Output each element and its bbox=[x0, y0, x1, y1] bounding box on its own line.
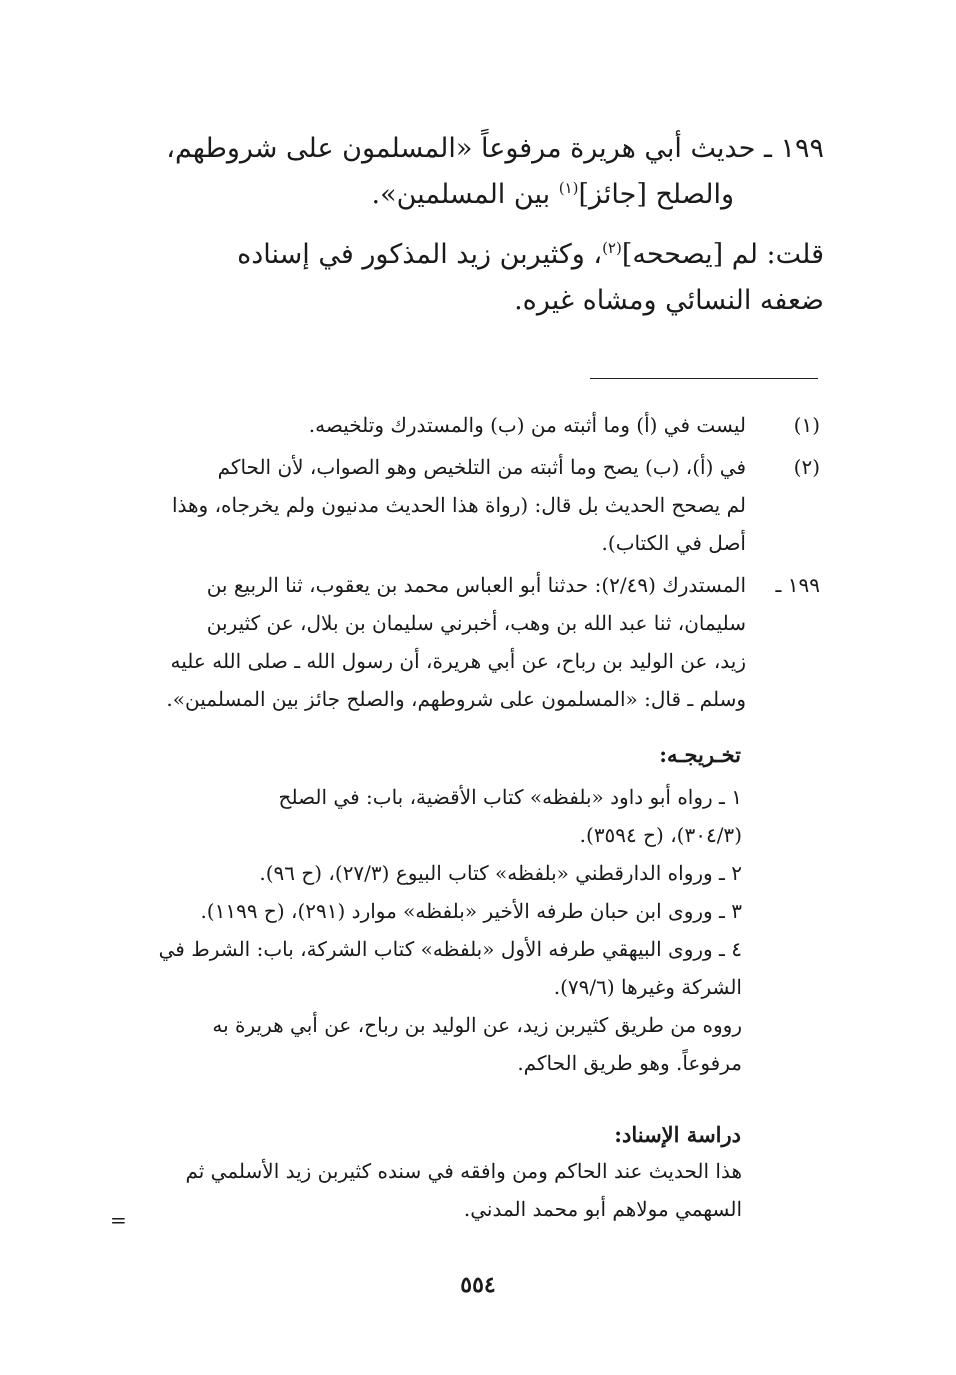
author-comment bbox=[124, 232, 824, 324]
comment-line-2 bbox=[124, 278, 824, 324]
hadith-line-2 bbox=[124, 172, 824, 218]
source-note-line: وسلم ـ قال: «المسلمون على شروطهم، والصلح جائز بين المسلمين». bbox=[166, 687, 746, 711]
takhrij-line: (٣٠٤/٣)، (ح ٣٥٩٤). bbox=[579, 823, 742, 847]
hadith-text bbox=[124, 126, 824, 218]
footnote-ref-2: (٢) bbox=[602, 239, 622, 257]
source-note-line: سليمان، ثنا عبد الله بن وهب، أخبرني سليمان بن بلال، عن كثيربن bbox=[206, 611, 746, 635]
takhrij-line: ٤ ـ وروى البيهقي طرفه الأول «بلفظه» كتاب الشركة، باب: الشرط في bbox=[158, 937, 742, 961]
hadith-line-1-text: ١٩٩ ـ حديث أبي هريرة مرفوعاً «المسلمون على شروطهم، bbox=[166, 133, 824, 164]
continuation-mark: = bbox=[110, 1208, 127, 1232]
footnote-2-line: في (أ)، (ب) يصح وما أثبته من التلخيص وهو الصواب، لأن الحاكم bbox=[217, 455, 746, 479]
source-note-line: المستدرك (٢/٤٩): حدثنا أبو العباس محمد بن يعقوب، ثنا الربيع بن bbox=[206, 573, 746, 597]
isnad-heading: دراسة الإسناد: bbox=[614, 1122, 741, 1147]
footnote-2 bbox=[124, 448, 824, 562]
comment-line-1-a: قلت: لم [يصححه] bbox=[621, 239, 824, 270]
takhrij-line: ٢ ـ ورواه الدارقطني «بلفظه» كتاب البيوع (٢٧/٣)، (ح ٩٦). bbox=[259, 861, 742, 885]
comment-line-2-text: ضعفه النسائي ومشاه غيره. bbox=[514, 285, 824, 316]
footnote-ref-1: (١) bbox=[558, 179, 579, 197]
hadith-line-2-a: والصلح [جائز] bbox=[578, 179, 734, 210]
takhrij-body bbox=[124, 778, 824, 1082]
comment-line-1-b: ، وكثيربن زيد المذكور في إسناده bbox=[237, 239, 603, 270]
isnad-line: السهمي مولاهم أبو محمد المدني. bbox=[463, 1197, 742, 1221]
takhrij-heading: تخـريجـه: bbox=[659, 742, 741, 767]
footnote-2-mark: (٢) bbox=[793, 455, 820, 479]
footnote-1-line: ليست في (أ) وما أثبته من (ب) والمستدرك وتلخيصه. bbox=[308, 413, 746, 437]
footnote-separator bbox=[590, 378, 818, 379]
isnad-line: هذا الحديث عند الحاكم ومن وافقه في سنده كثيربن زيد الأسلمي ثم bbox=[185, 1159, 742, 1183]
source-note-line: زيد، عن الوليد بن رباح، عن أبي هريرة، أن رسول الله ـ صلى الله عليه bbox=[170, 649, 746, 673]
source-note-199 bbox=[124, 566, 824, 718]
comment-line-1 bbox=[124, 232, 824, 278]
footnote-1-mark: (١) bbox=[793, 413, 820, 437]
footnote-2-line: أصل في الكتاب). bbox=[601, 531, 746, 555]
takhrij-line: مرفوعاً. وهو طريق الحاكم. bbox=[517, 1051, 742, 1075]
isnad-body bbox=[124, 1152, 824, 1228]
takhrij-line: ١ ـ رواه أبو داود «بلفظه» كتاب الأقضية، باب: في الصلح bbox=[278, 785, 742, 809]
hadith-line-1 bbox=[124, 126, 824, 172]
takhrij-line: ٣ ـ وروى ابن حبان طرفه الأخير «بلفظه» موارد (٢٩١)، (ح ١١٩٩). bbox=[200, 899, 742, 923]
page-number: ٥٥٤ bbox=[460, 1272, 496, 1298]
takhrij-line: الشركة وغيرها (٧٩/٦). bbox=[553, 975, 742, 999]
hadith-line-2-b: بين المسلمين». bbox=[371, 179, 559, 210]
takhrij-line: رووه من طريق كثيربن زيد، عن الوليد بن رباح، عن أبي هريرة به bbox=[212, 1013, 742, 1037]
footnote-2-line: لم يصحح الحديث بل قال: (رواة هذا الحديث مدنيون ولم يخرجاه، وهذا bbox=[171, 493, 746, 517]
source-note-mark: ١٩٩ ـ bbox=[775, 573, 820, 597]
footnote-1 bbox=[124, 406, 824, 444]
